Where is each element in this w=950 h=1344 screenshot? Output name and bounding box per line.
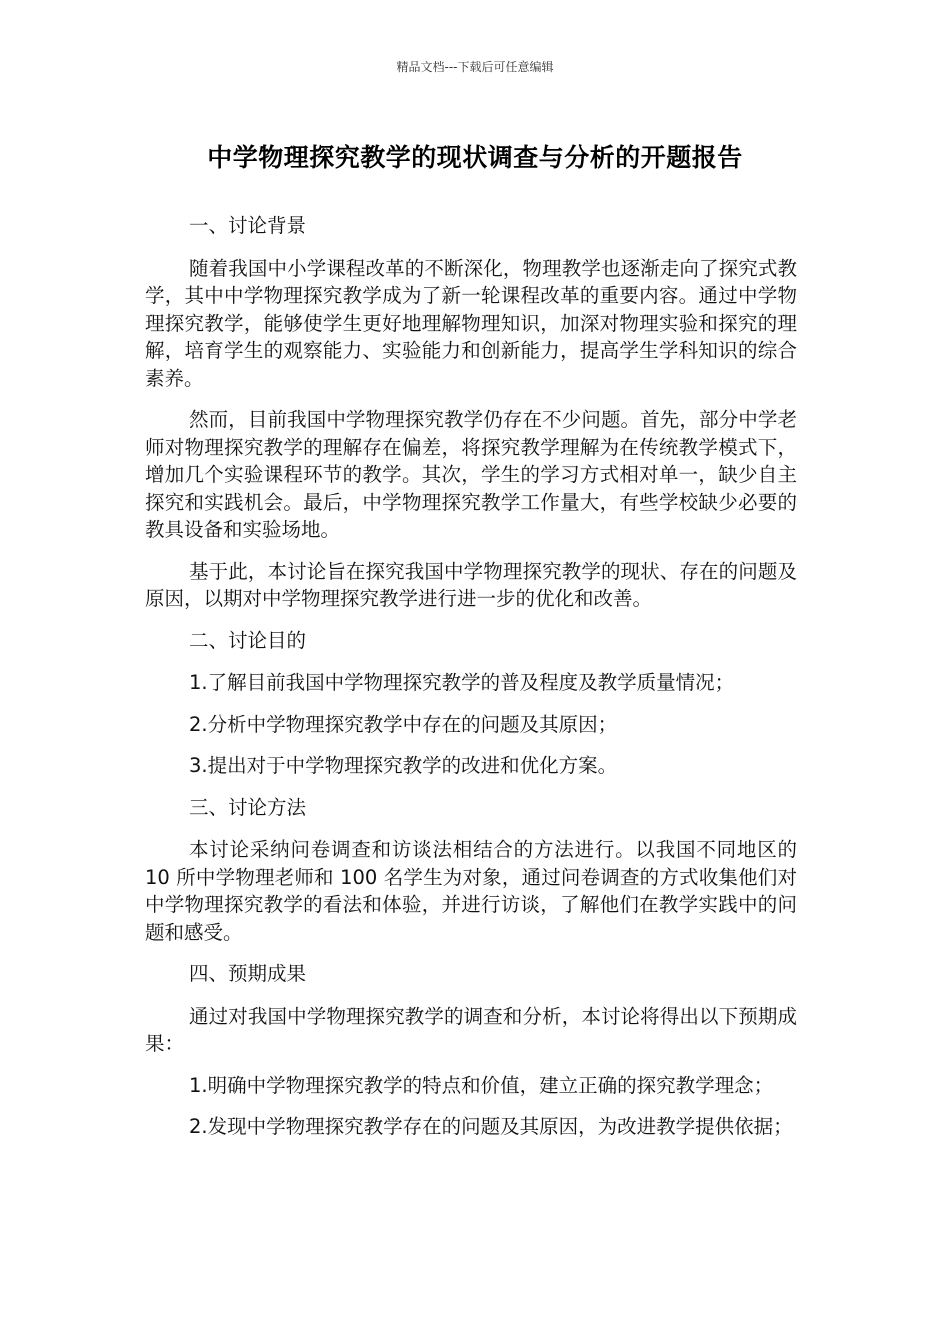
paragraph: 通过对我国中学物理探究教学的调查和分析，本讨论将得出以下预期成果： [145, 1004, 797, 1055]
list-item: 2.发现中学物理探究教学存在的问题及其原因，为改进教学提供依据； [189, 1115, 793, 1138]
paragraph: 基于此，本讨论旨在探究我国中学物理探究教学的现状、存在的问题及原因，以期对中学物理探究教学进行进一步的优化和改善。 [145, 559, 797, 610]
document-body [145, 212, 797, 1155]
paragraph: 随着我国中小学课程改革的不断深化，物理教学也逐渐走向了探究式教学，其中中学物理探究教学成为了新一轮课程改革的重要内容。通过中学物理探究教学，能够使学生更好地理解物理知识，加深对物理实验和探究的理解，培育学生的观察能力、实验能力和创新能力，提高学生学科知识的综合素养。 [145, 256, 797, 390]
document-title: 中学物理探究教学的现状调查与分析的开题报告 [207, 143, 743, 172]
paragraph: 本讨论采纳问卷调查和访谈法相结合的方法进行。以我国不同地区的 10 所中学物理老师和 100 名学生为对象，通过问卷调查的方式收集他们对中学物理探究教学的看法和体验，并进行访谈，了解他们在教学实践中的问题和感受。 [145, 838, 797, 944]
section-heading-results: 四、预期成果 [189, 962, 307, 985]
list-item: 1.了解目前我国中学物理探究教学的普及程度及教学质量情况； [189, 671, 735, 694]
paragraph: 然而，目前我国中学物理探究教学仍存在不少问题。首先，部分中学老师对物理探究教学的理解存在偏差，将探究教学理解为在传统教学模式下，增加几个实验课程环节的教学。其次，学生的学习方式相对单一，缺少自主探究和实践机会。最后，中学物理探究教学工作量大，有些学校缺少必要的教具设备和实验场地。 [145, 408, 797, 541]
section-heading-purpose: 二、讨论目的 [189, 628, 307, 652]
list-item: 2.分析中学物理探究教学中存在的问题及其原因； [189, 712, 618, 736]
list-item: 1.明确中学物理探究教学的特点和价值，建立正确的探究教学理念； [189, 1073, 774, 1097]
section-heading-background: 一、讨论背景 [189, 214, 307, 237]
list-item: 3.提出对于中学物理探究教学的改进和优化方案。 [189, 754, 618, 777]
header-note: 精品文档---下载后可任意编辑 [396, 60, 554, 74]
section-heading-method: 三、讨论方法 [189, 795, 307, 819]
